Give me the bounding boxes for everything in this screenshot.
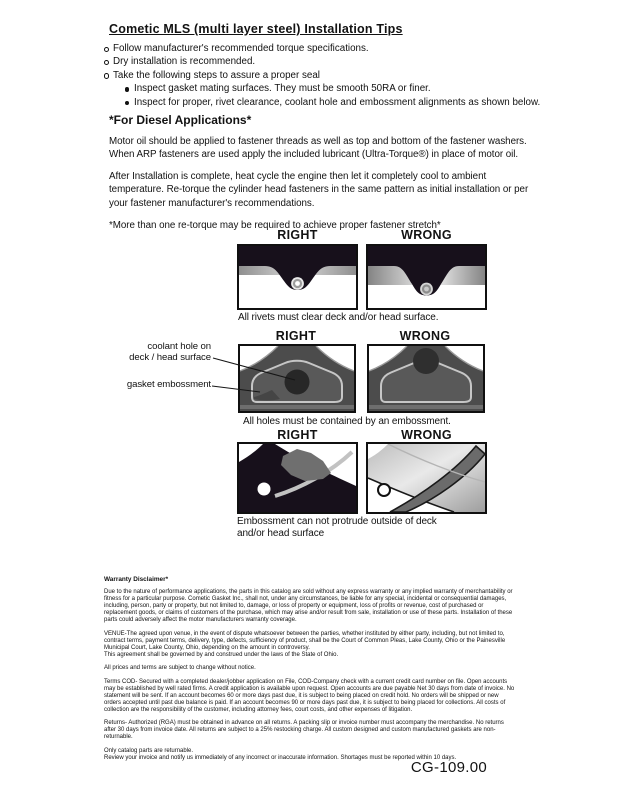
row3-caption: Embossment can not protrude outside of deck and/or head surface: [237, 516, 437, 539]
protrusion-right-illustration: [239, 444, 356, 512]
tip-item: Dry installation is recommended.: [104, 55, 544, 68]
rivet-clearance-wrong-diagram: [366, 244, 487, 310]
diesel-paragraph: Motor oil should be applied to fastener threads as well as top and bottom of the fastener washers. When ARP fasteners are used apply the included lubricant (Ultra-Torque®) in place of motor oil.: [109, 135, 527, 161]
coolant-hole-label: coolant hole on deck / head surface: [129, 341, 211, 364]
fineprint-paragraph: Due to the nature of performance applications, the parts in this catalog are sold without any express warranty or any implied warranty of merchantability or fitness for a particular purpose. Cometic Gasket Inc., shall not, under any circumstances, be liable for any special, incidental or consequential damages, including, person, party or property, but not limited to, damage, or loss of property or equipment, loss of profits or revenue, cost of purchased or replacement goods, or claims of customers of the purchase, which may arise and/or result from sale, installation or use of these parts. Installation of these parts could adversely affect the motor manufacturers warranty coverage.: [104, 589, 513, 623]
row1-right-label: RIGHT: [277, 228, 318, 242]
row1-wrong-label: WRONG: [401, 228, 452, 242]
protrusion-right-diagram: [237, 442, 358, 514]
page-title: Cometic MLS (multi layer steel) Installation Tips: [109, 22, 403, 36]
gasket-embossment-label: gasket embossment: [126, 379, 211, 390]
tip-sub-item: Inspect gasket mating surfaces. They must be smooth 50RA or finer.: [125, 82, 544, 95]
diesel-paragraph: After Installation is complete, heat cycle the engine then let it completely cool to ambient temperature. Re-torque the cylinder head fasteners in the same pattern as initial installation or per your fastener manufacturer's recommendations.: [109, 170, 529, 209]
rivet-wrong-illustration: [368, 246, 485, 308]
fineprint-paragraph: Terms COD- Secured with a completed dealer/jobber application on File, COD-Company check with a current credit card number on file. Open accounts may be established by well rated firms. A credit application is available upon request. Open accounts are due payable Net 30 days from date of invoice. No statement will be sent. If an account becomes 60 or more days past due, it is subject to being placed on credit hold. No orders will be shipped or new orders accepted until past due balance is paid. If an account becomes 90 or more days past due, it is subject to being placed for collections. All costs of collection are the responsibility of the customer, including attorney fees, court costs, and other expenses of litigation.: [104, 678, 515, 713]
bolt-hole-icon: [378, 484, 390, 496]
protrusion-wrong-diagram: [366, 442, 487, 514]
row2-caption: All holes must be contained by an embossment.: [243, 416, 451, 427]
installation-tips-list: [104, 42, 544, 109]
tip-sub-item: Inspect for proper, rivet clearance, coolant hole and embossment alignments as shown below.: [125, 96, 544, 109]
fineprint-paragraph: Review your invoice and notify us immediately of any incorrect or inaccurate information. Shortages must be reported within 10 days.: [104, 754, 457, 761]
row3-wrong-label: WRONG: [401, 428, 452, 442]
row2-right-label: RIGHT: [275, 329, 317, 343]
warranty-disclaimer-text: [104, 589, 517, 768]
warranty-disclaimer-heading: Warranty Disclaimer*: [104, 576, 169, 583]
fineprint-paragraph: Only catalog parts are returnable.: [104, 747, 194, 754]
embossment-right-diagram: [238, 344, 356, 413]
fineprint-paragraph: Returns- Authorized (RGA) must be obtained in advance on all returns. A packing slip or invoice number must accompany the merchandise. No returns after 30 days from invoice date. All returns are subject to a 25% restocking charge. All custom designed and custom manufactured gaskets are non-returnable.: [104, 720, 504, 740]
tip-item: Follow manufacturer's recommended torque specifications.: [104, 42, 544, 55]
rivet-clearance-right-diagram: [237, 244, 358, 310]
diesel-applications-section: [109, 114, 533, 240]
protrusion-wrong-illustration: [368, 444, 485, 512]
fineprint-paragraph: All prices and terms are subject to change without notice.: [104, 665, 256, 671]
rivet-right-illustration: [239, 246, 356, 308]
fineprint-paragraph: VENUE-The agreed upon venue, in the event of dispute whatsoever between the parties, whether instituted by either party, including, but not limited to, contract terms, payment terms, delivery, type, defects, sufficiency of product, shall be the Court of Common Pleas, Lake County, Ohio or the Painesville Municipal Court, Lake County, Ohio, depending on the amount in controversy.: [104, 630, 506, 651]
row3-right-label: RIGHT: [277, 428, 318, 442]
embossment-wrong-illustration: [369, 346, 483, 411]
diesel-note: *More than one re-torque may be required to achieve proper fastener stretch*: [109, 219, 441, 231]
bolt-hole-icon: [258, 483, 271, 496]
coolant-hole-icon: [413, 348, 439, 374]
row2-wrong-label: WRONG: [399, 329, 451, 343]
embossment-wrong-diagram: [367, 344, 485, 413]
tip-item: Take the following steps to assure a proper seal: [104, 69, 544, 82]
fineprint-paragraph: This agreement shall be governed by and construed under the laws of the State of Ohio.: [104, 651, 339, 658]
row1-caption: All rivets must clear deck and/or head surface.: [238, 312, 439, 323]
diesel-heading: *For Diesel Applications*: [109, 113, 252, 127]
embossment-right-illustration: [240, 346, 354, 411]
page-number: CG-109.00: [410, 759, 487, 776]
coolant-hole-icon: [285, 370, 310, 395]
